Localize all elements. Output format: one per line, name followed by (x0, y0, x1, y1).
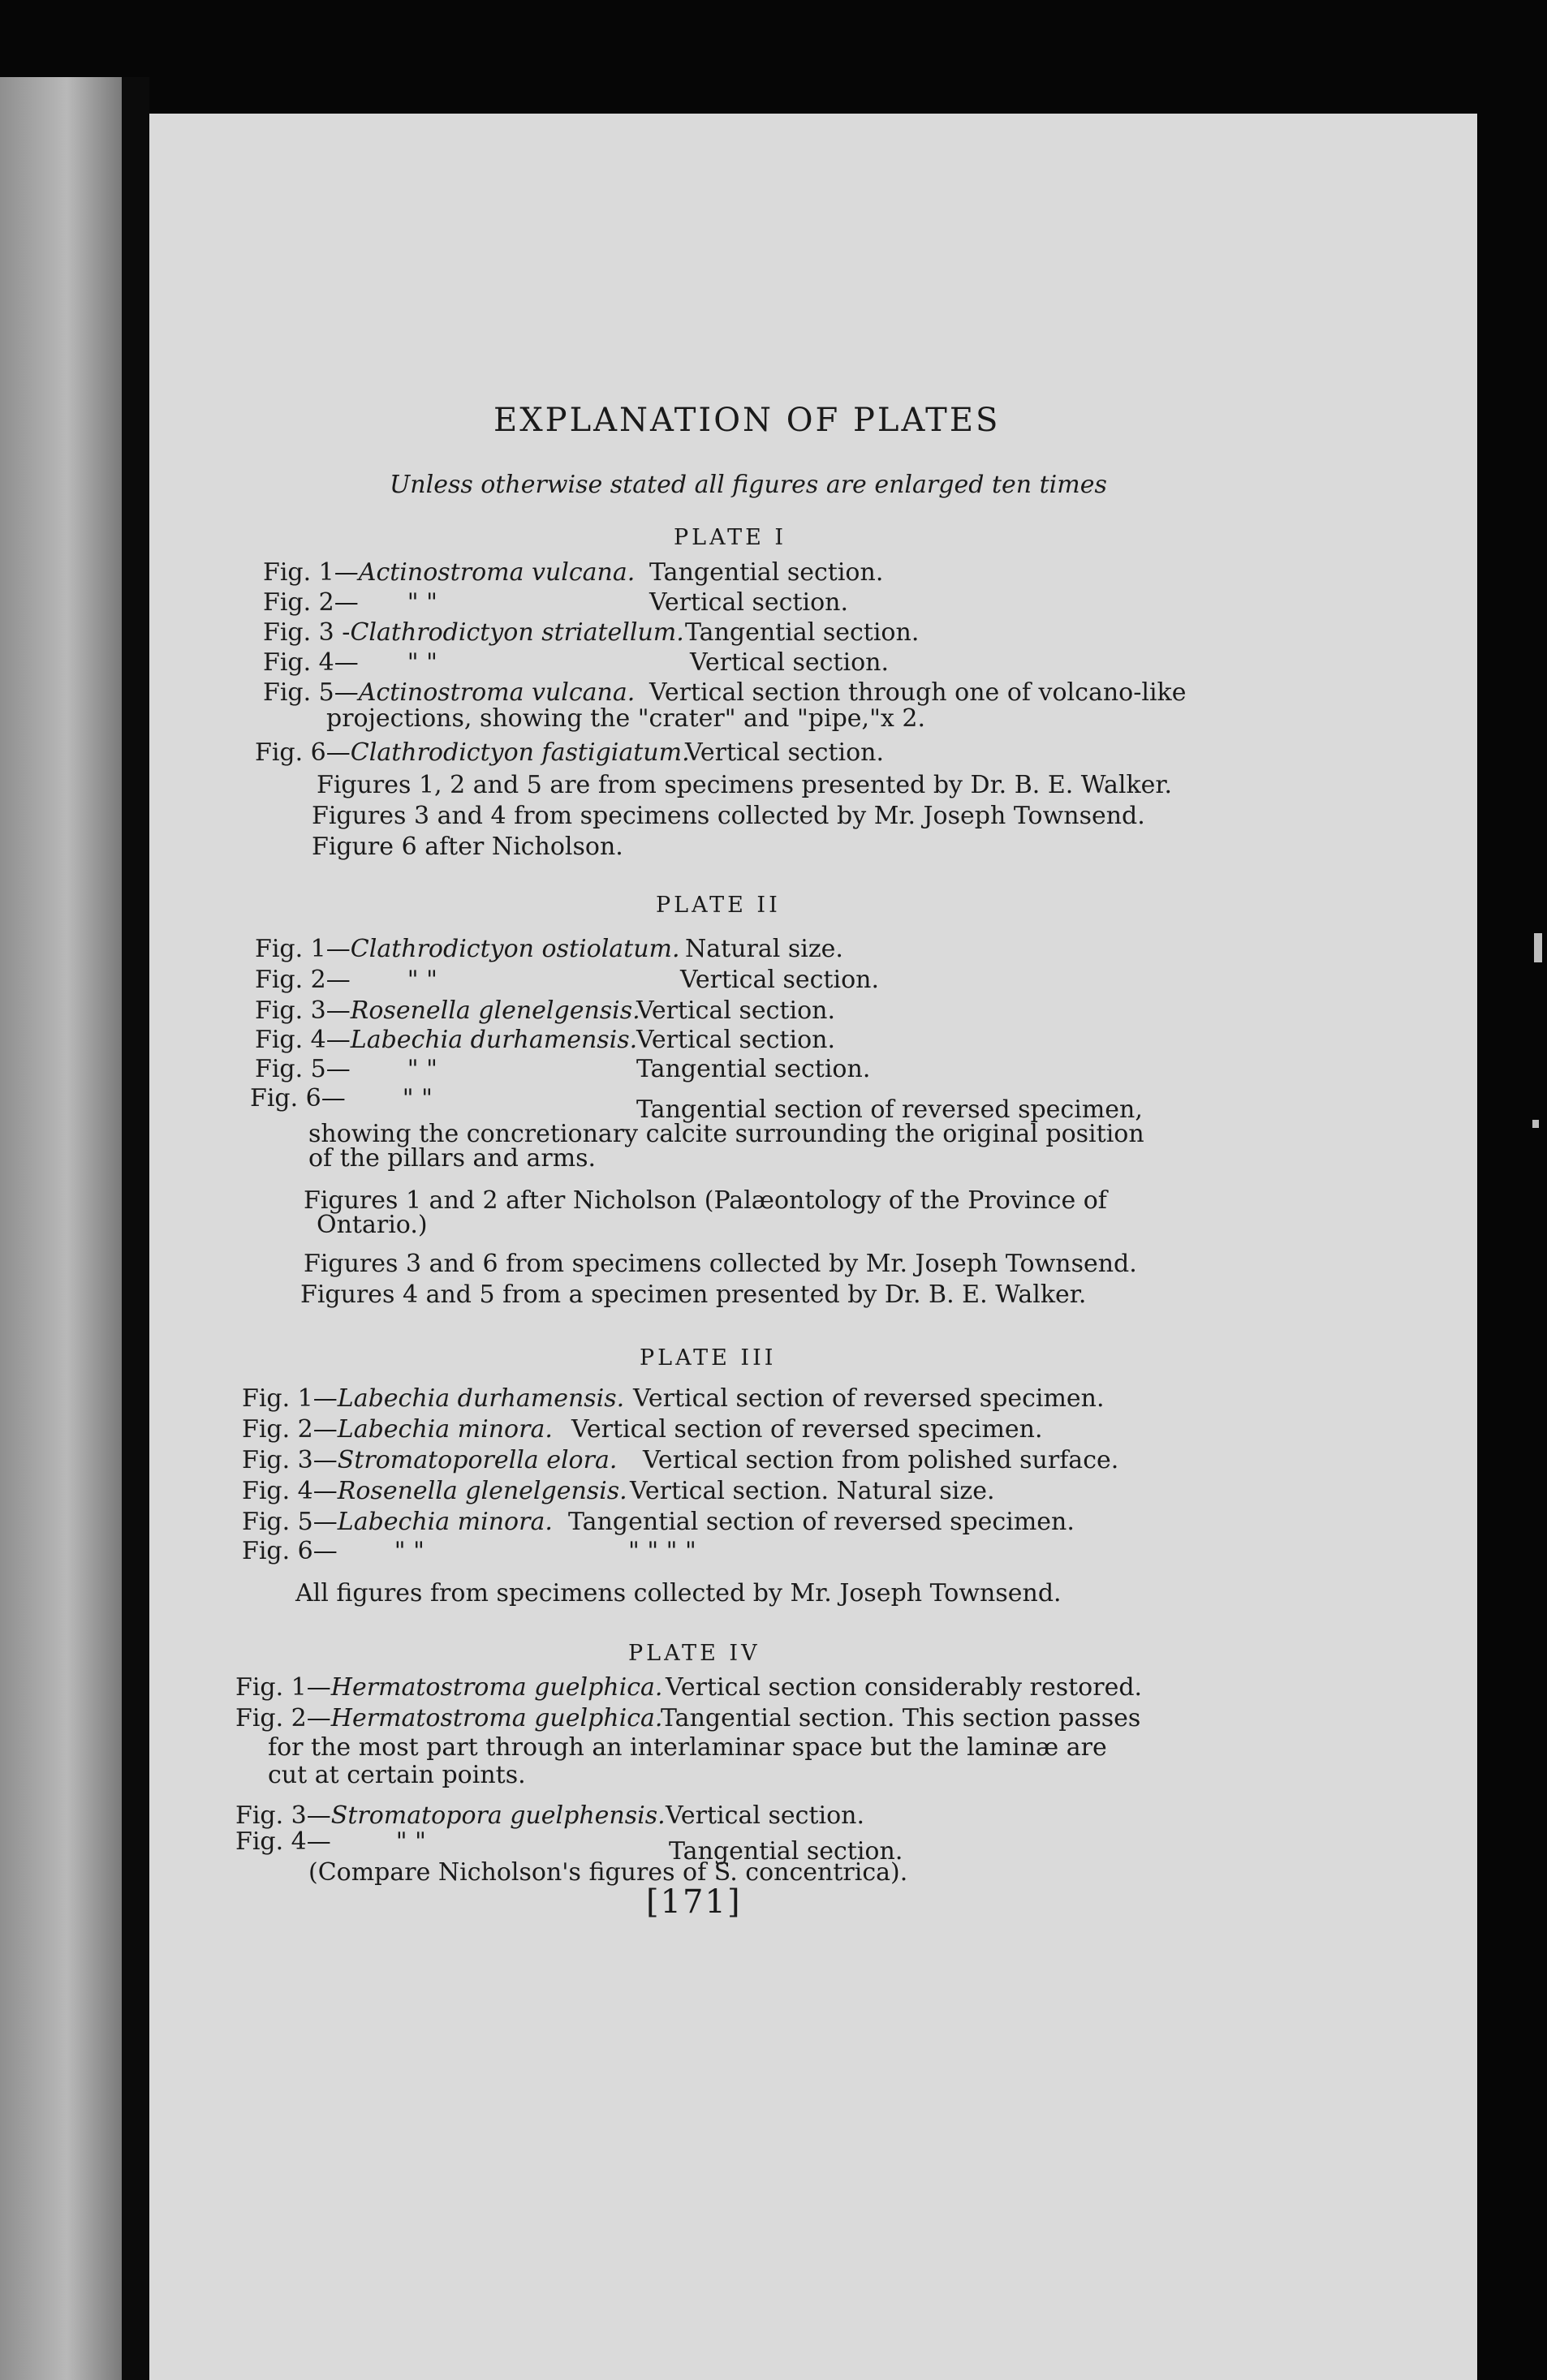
adjacent-page-edge (0, 77, 122, 2380)
document-page (149, 114, 1477, 2380)
figure-entry: Fig. 1—Labechia durhamensis. (242, 1384, 625, 1413)
figure-description: Vertical section. (680, 966, 879, 994)
figure-description: Vertical section. (666, 1801, 864, 1830)
plate-heading: PLATE I (674, 525, 787, 550)
figure-description: Tangential section. (669, 1837, 903, 1866)
figure-entry: Fig. 4— " " (263, 648, 437, 677)
figure-description: Vertical section. Natural size. (630, 1477, 995, 1505)
text-line: Figure 6 after Nicholson. (312, 833, 623, 861)
text-line: for the most part through an interlaminar space but the laminæ are (268, 1733, 1107, 1762)
figure-description: Vertical section. (690, 648, 889, 677)
text-line: showing the concretionary calcite surrounding the original position (308, 1120, 1144, 1148)
figure-description: Vertical section from polished surface. (643, 1446, 1119, 1474)
figure-description: Vertical section through one of volcano-like (649, 678, 1187, 707)
figure-entry: Fig. 1—Clathrodictyon ostiolatum. (255, 935, 680, 963)
figure-description: Natural size. (685, 935, 843, 963)
figure-description: Tangential section. (649, 558, 884, 587)
figure-description: Vertical section. (636, 996, 835, 1025)
figure-description: " " " " (628, 1537, 696, 1565)
text-line: All figures from specimens collected by Mr. Joseph Townsend. (295, 1579, 1062, 1607)
page-edge-mark (1532, 1120, 1539, 1128)
page-edge-mark (1534, 933, 1542, 962)
figure-entry: Fig. 1—Hermatostroma guelphica. (235, 1673, 663, 1702)
figure-description: Vertical section of reversed specimen. (633, 1384, 1105, 1413)
plate-heading: PLATE III (640, 1345, 777, 1371)
text-line: cut at certain points. (268, 1761, 526, 1789)
page-number: [171] (646, 1883, 742, 1921)
figure-entry: Fig. 1—Actinostroma vulcana. (263, 558, 636, 587)
figure-description: Vertical section. (649, 588, 848, 617)
figure-entry: Fig. 4—Rosenella glenelgensis. (242, 1477, 627, 1505)
figure-entry: Fig. 4—Labechia durhamensis. (255, 1026, 638, 1054)
figure-entry: Fig. 3 -Clathrodictyon striatellum. (263, 618, 684, 647)
plate-heading: PLATE II (656, 893, 781, 918)
text-line: Figures 1 and 2 after Nicholson (Palæontology of the Province of (304, 1186, 1107, 1215)
figure-entry: Fig. 6— " " (242, 1537, 424, 1565)
figure-entry: Fig. 4— " " (235, 1827, 426, 1856)
figure-description: Vertical section considerably restored. (666, 1673, 1143, 1702)
page-title: EXPLANATION OF PLATES (493, 402, 1001, 439)
figure-entry: Fig. 5—Labechia minora. (242, 1508, 553, 1536)
text-line: Figures 4 and 5 from a specimen presented by Dr. B. E. Walker. (300, 1280, 1087, 1309)
figure-description: Tangential section of reversed specimen, (636, 1095, 1143, 1124)
page-subtitle: Unless otherwise stated all figures are enlarged ten times (390, 471, 1107, 499)
figure-description: Vertical section. (636, 1026, 835, 1054)
figure-entry: Fig. 2— " " (263, 588, 437, 617)
figure-description: Tangential section. This section passes (661, 1704, 1141, 1732)
figure-entry: Fig. 5— " " (255, 1055, 437, 1083)
text-line: Figures 3 and 4 from specimens collected by Mr. Joseph Townsend. (312, 802, 1145, 830)
figure-description: Vertical section of reversed specimen. (571, 1415, 1043, 1444)
figure-entry: Fig. 5—Actinostroma vulcana. (263, 678, 636, 707)
text-line: projections, showing the "crater" and "pipe,"x 2. (326, 704, 925, 733)
figure-entry: Fig. 3—Rosenella glenelgensis. (255, 996, 640, 1025)
plate-heading: PLATE IV (628, 1641, 761, 1666)
figure-entry: Fig. 6— " " (250, 1084, 433, 1113)
text-line: of the pillars and arms. (308, 1144, 597, 1173)
text-line: Ontario.) (317, 1211, 428, 1239)
figure-description: Tangential section. (685, 618, 920, 647)
text-line: Figures 1, 2 and 5 are from specimens presented by Dr. B. E. Walker. (317, 771, 1173, 799)
text-line: Figures 3 and 6 from specimens collected by Mr. Joseph Townsend. (304, 1250, 1137, 1278)
figure-entry: Fig. 3—Stromatopora guelphensis. (235, 1801, 666, 1830)
figure-entry: Fig. 2—Labechia minora. (242, 1415, 553, 1444)
figure-entry: Fig. 2—Hermatostroma guelphica. (235, 1704, 663, 1732)
figure-entry: Fig. 2— " " (255, 966, 437, 994)
book-spine (122, 77, 149, 2380)
text-line: (Compare Nicholson's figures of S. concentrica). (308, 1858, 908, 1887)
figure-description: Tangential section of reversed specimen. (568, 1508, 1075, 1536)
figure-description: Vertical section. (685, 738, 884, 767)
figure-entry: Fig. 6—Clathrodictyon fastigiatum. (255, 738, 690, 767)
figure-entry: Fig. 3—Stromatoporella elora. (242, 1446, 618, 1474)
figure-description: Tangential section. (636, 1055, 871, 1083)
